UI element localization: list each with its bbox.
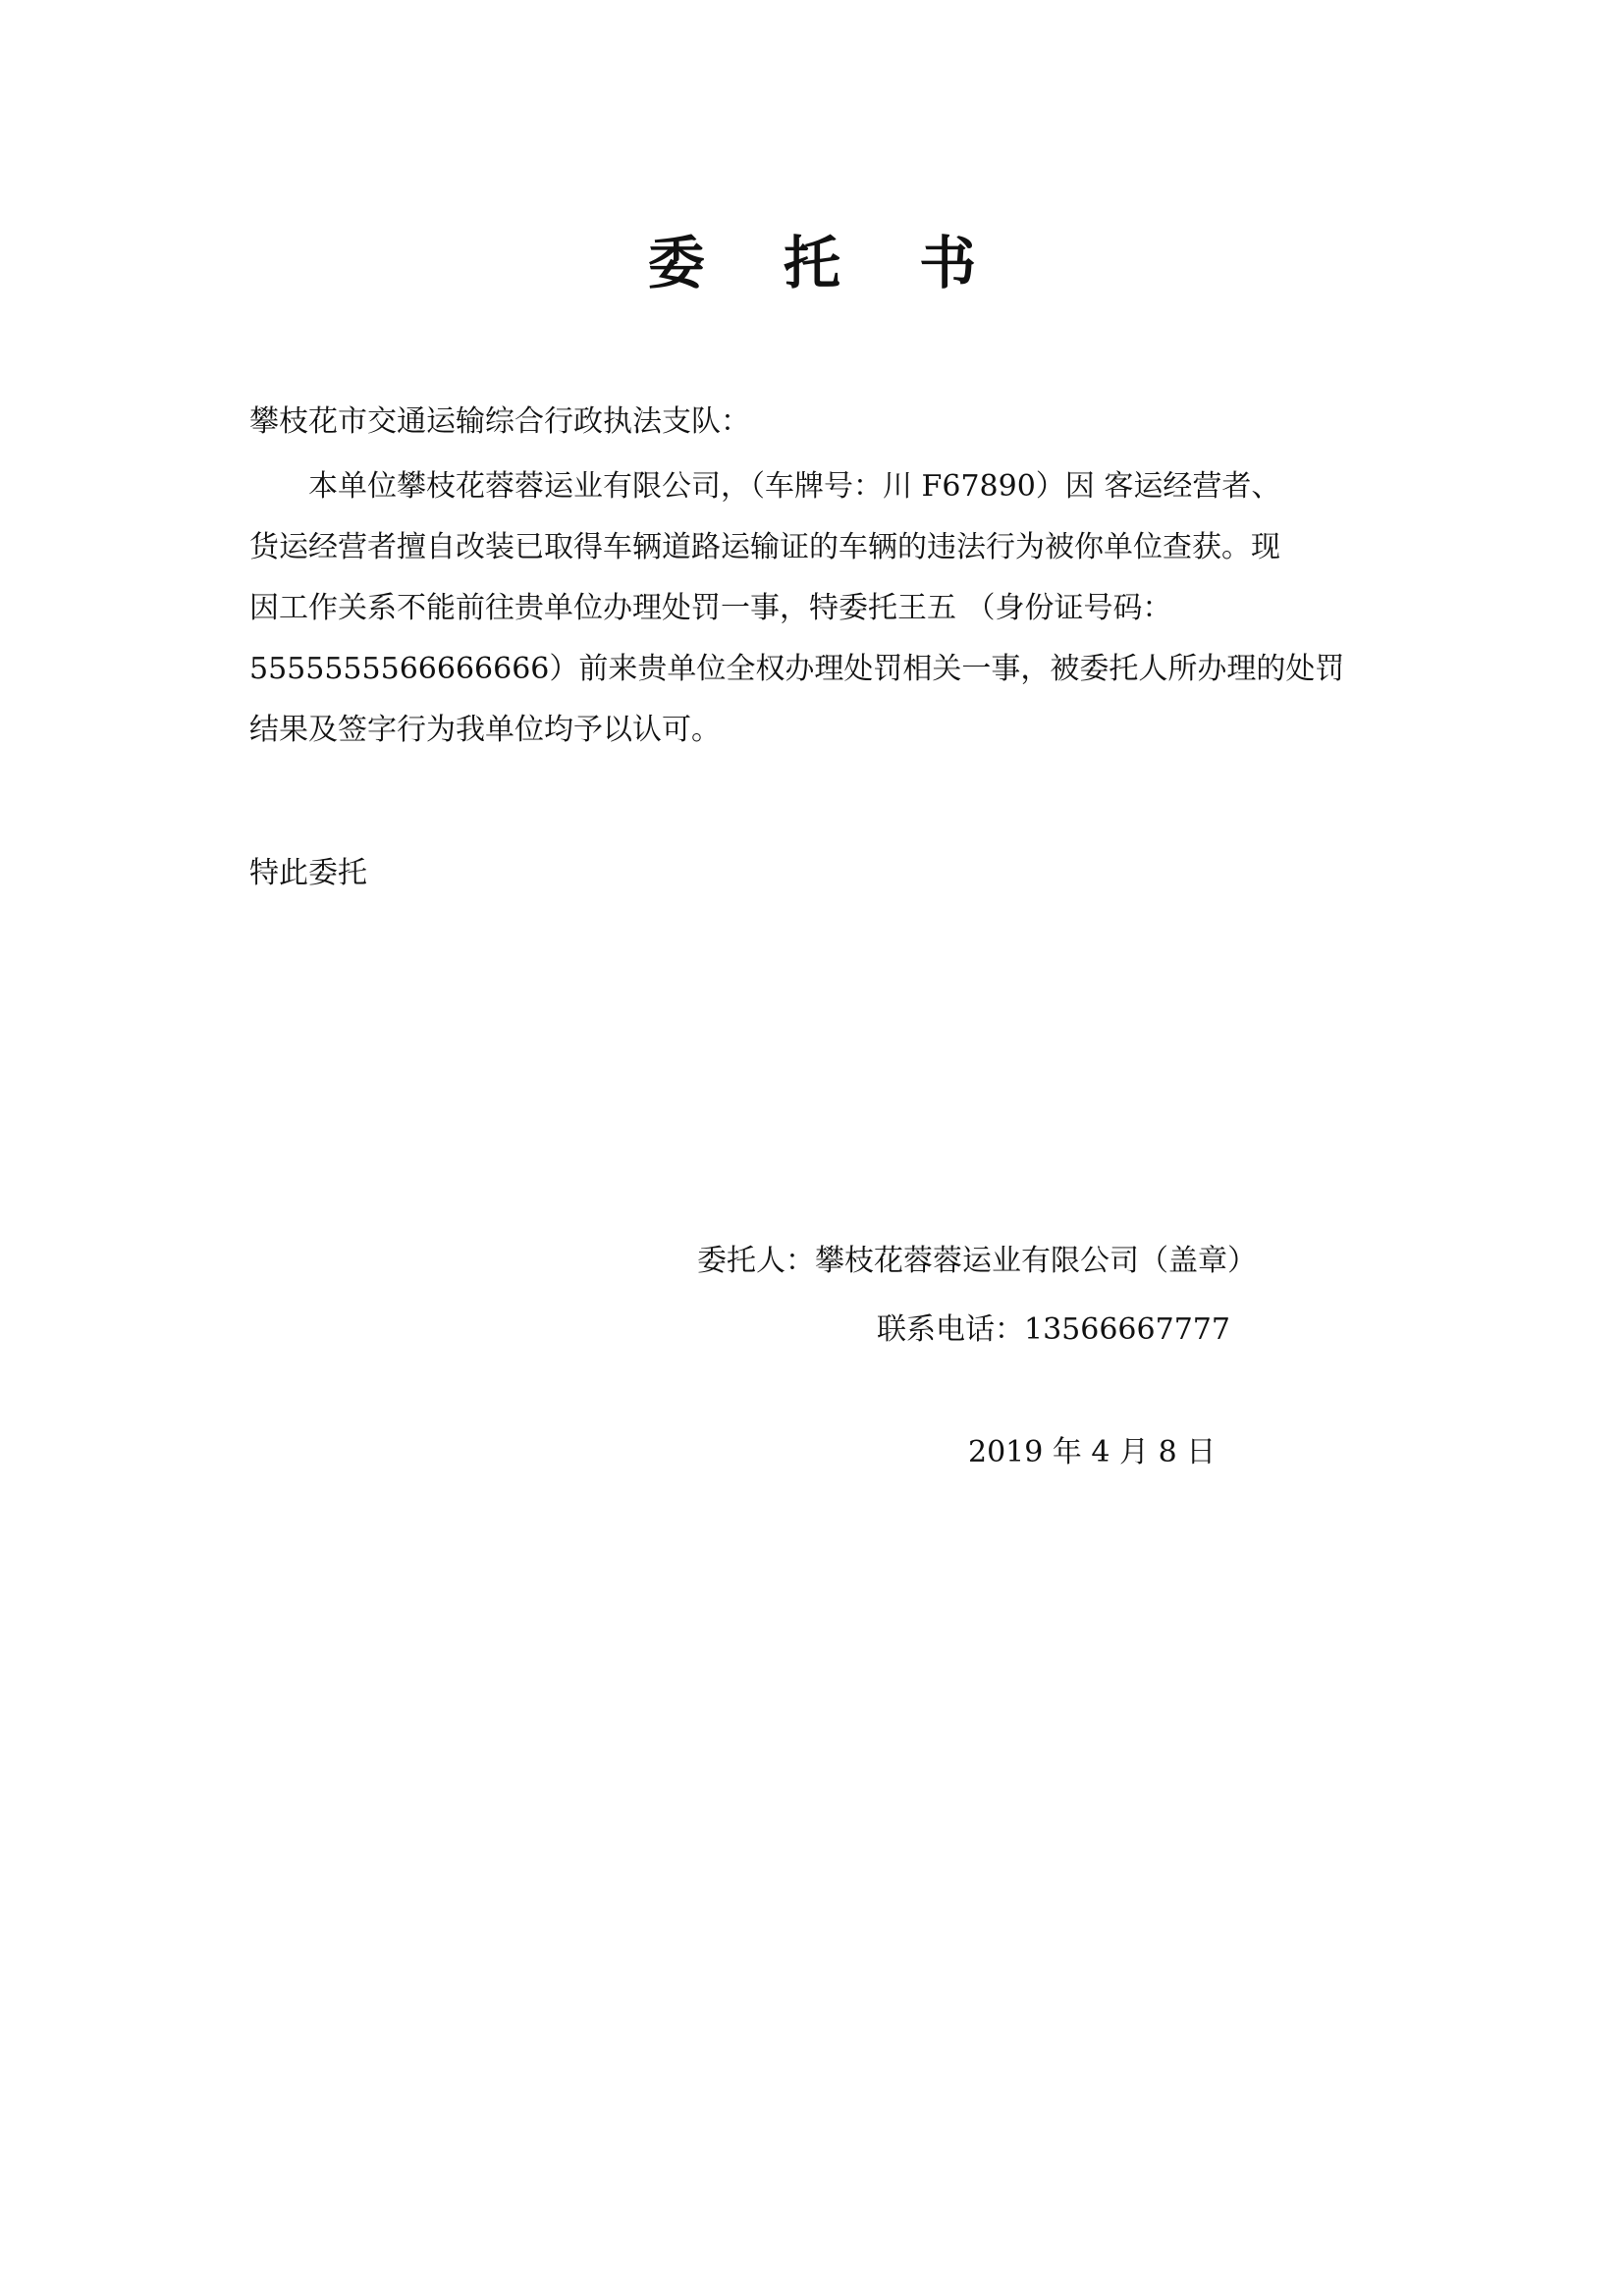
body-line: 因工作关系不能前往贵单位办理处罚一事，特委托王五 （身份证号码： [249,591,1172,625]
contact-phone-line: 联系电话：13566667777 [877,1312,1230,1347]
closing-line: 特此委托 [249,856,367,890]
body-line: 货运经营者擅自改装已取得车辆道路运输证的车辆的违法行为被你单位查获。现 [249,530,1280,564]
recipient-line: 攀枝花市交通运输综合行政执法支队： [249,404,750,439]
date-line: 2019 年 4 月 8 日 [968,1435,1217,1469]
body-line: 本单位攀枝花蓉蓉运业有限公司，（车牌号：川 F67890）因 客运经营者、 [308,469,1281,504]
principal-line: 委托人：攀枝花蓉蓉运业有限公司（盖章） [697,1244,1257,1278]
document-title: 委 托 书 [647,230,1006,296]
body-line: 5555555566666666）前来贵单位全权办理处罚相关一事，被委托人所办理的处罚 [249,652,1345,686]
body-paragraph [249,456,1344,761]
body-line: 结果及签字行为我单位均予以认可。 [249,713,721,747]
